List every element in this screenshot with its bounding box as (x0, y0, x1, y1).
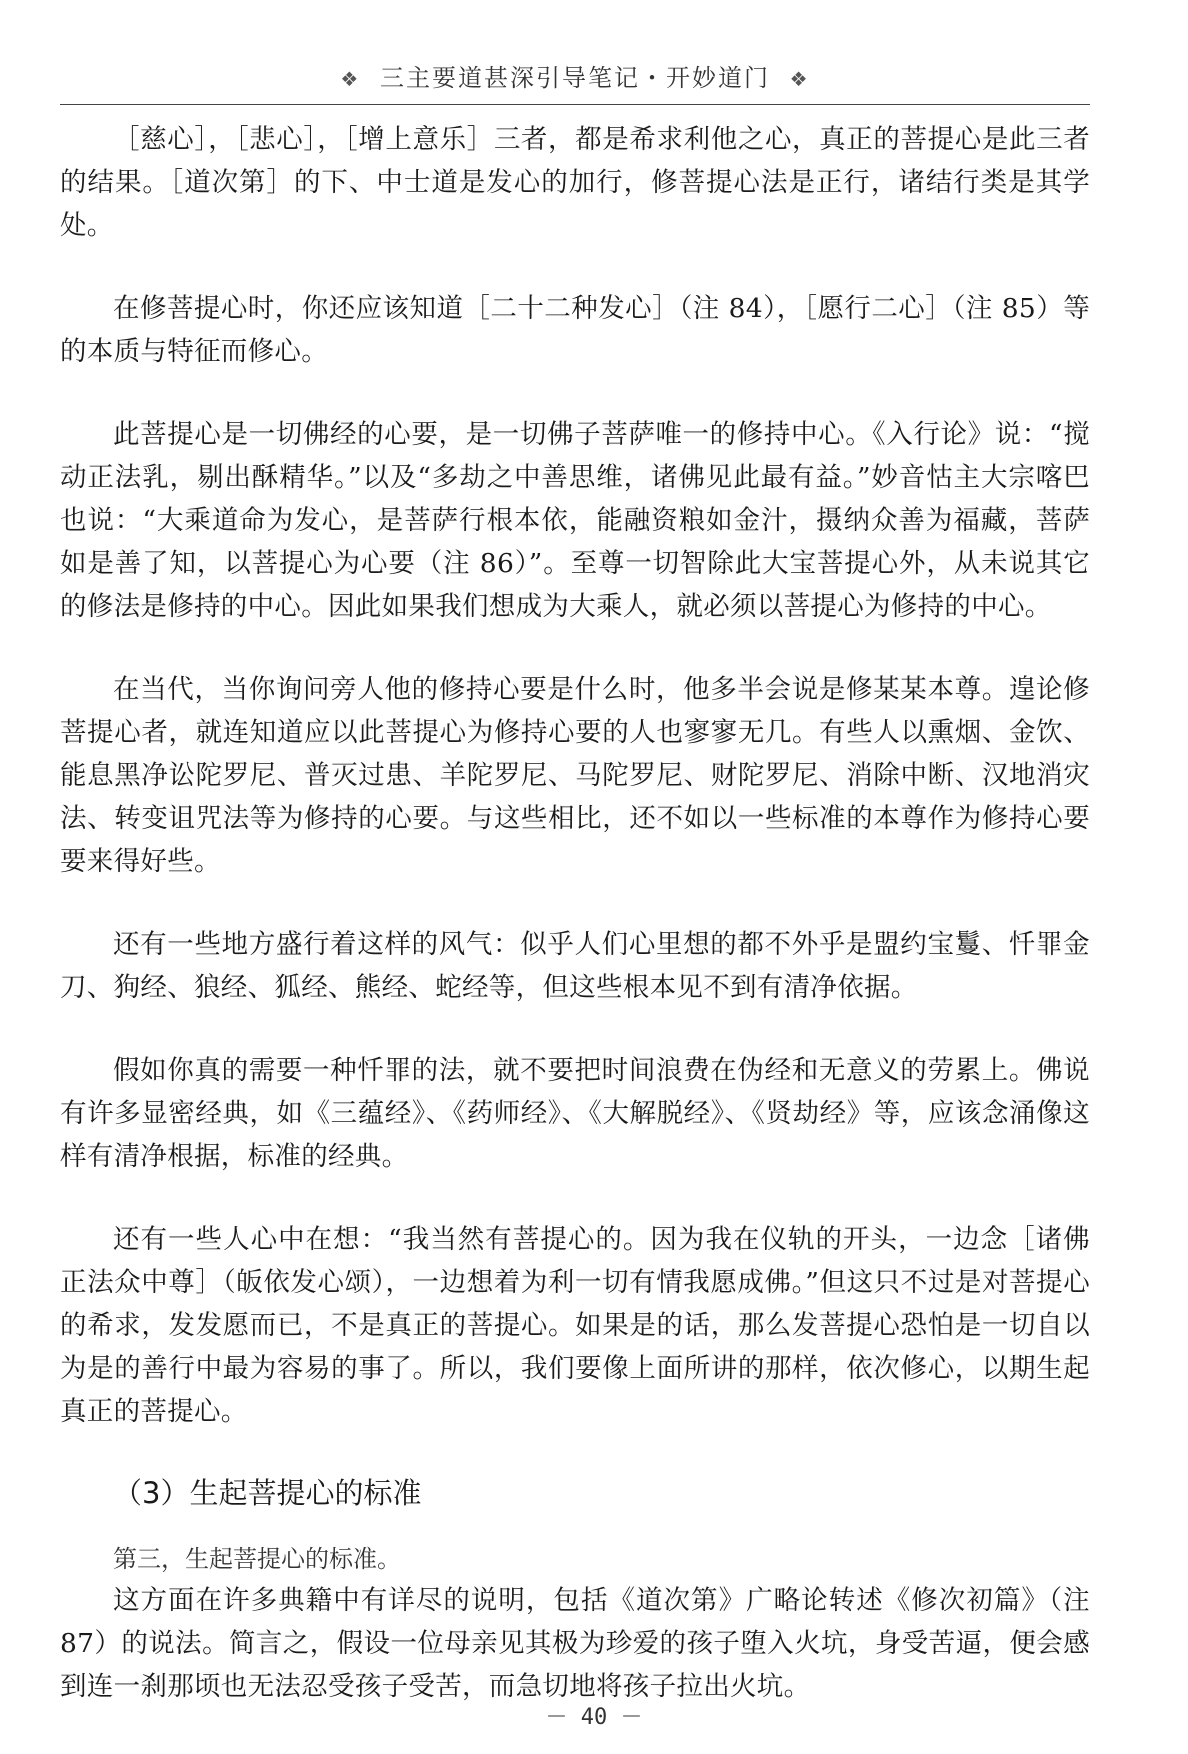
page-body (60, 118, 1090, 1708)
paragraph-6: 假如你真的需要一种忏罪的法，就不要把时间浪费在伪经和无意义的劳累上。佛说有许多显密经典，如《三蕴经》、《药师经》、《大解脱经》、《贤劫经》等，应该念涌像这样有清净根据，标准的经典。 (60, 1055, 1090, 1172)
section-body: 这方面在许多典籍中有详尽的说明，包括《道次第》广略论转述《修次初篇》（注 87）的说法。简言之，假设一位母亲见其极为珍爱的孩子堕入火坑，身受苦逼，便会感到连一刹那顷也无法忍受孩子受苦，而急切地将孩子拉出火坑。 (60, 1585, 1090, 1702)
header-rule (60, 104, 1090, 105)
header-title: 三主要道甚深引导笔记・开妙道门 (380, 64, 770, 92)
paragraph-5: 还有一些地方盛行着这样的风气：似乎人们心里想的都不外乎是盟约宝鬘、忏罪金刀、狗经、狼经、狐经、熊经、蛇经等，但这些根本见不到有清净依据。 (60, 929, 1090, 1003)
ornament-left-icon: ❖ (340, 67, 361, 91)
section-heading: （3）生起菩提心的标准 (113, 1476, 422, 1510)
paragraph-1: ［慈心］，［悲心］，［增上意乐］三者，都是希求利他之心，真正的菩提心是此三者的结果。［道次第］的下、中士道是发心的加行，修菩提心法是正行，诸结行类是其学处。 (60, 124, 1090, 241)
running-header (60, 58, 1090, 93)
paragraph-2: 在修菩提心时，你还应该知道［二十二种发心］（注 84），［愿行二心］（注 85）等的本质与特征而修心。 (60, 293, 1090, 367)
paragraph-7: 还有一些人心中在想：“我当然有菩提心的。因为我在仪轨的开头，一边念［诸佛正法众中尊］（皈依发心颂），一边想着为利一切有情我愿成佛。”但这只不过是对菩提心的希求，发发愿而已，不是真正的菩提心。如果是的话，那么发菩提心恐怕是一切自以为是的善行中最为容易的事了。所以，我们要像上面所讲的那样，依次修心，以期生起真正的菩提心。 (60, 1224, 1090, 1427)
ornament-right-icon: ❖ (789, 67, 810, 91)
paragraph-4: 在当代，当你询问旁人他的修持心要是什么时，他多半会说是修某某本尊。遑论修菩提心者，就连知道应以此菩提心为修持心要的人也寥寥无几。有些人以熏烟、金饮、能息黑净讼陀罗尼、普灭过患、羊陀罗尼、马陀罗尼、财陀罗尼、消除中断、汉地消灾法、转变诅咒法等为修持的心要。与这些相比，还不如以一些标准的本尊作为修持心要要来得好些。 (60, 674, 1090, 877)
section-subheading: 第三，生起菩提心的标准。 (113, 1545, 401, 1573)
paragraph-3: 此菩提心是一切佛经的心要，是一切佛子菩萨唯一的修持中心。《入行论》说：“搅动正法乳，剔出酥精华。”以及“多劫之中善思维，诸佛见此最有益。”妙音怙主大宗喀巴也说：“大乘道命为发心，是菩萨行根本依，能融资粮如金汁，摄纳众善为福藏，菩萨如是善了知，以菩提心为心要（注 86）”。至尊一切智除此大宝菩提心外，从未说其它的修法是修持的中心。因此如果我们想成为大乘人，就必须以菩提心为修持的中心。 (60, 419, 1090, 622)
page-number: － 40 － (545, 1705, 643, 1730)
